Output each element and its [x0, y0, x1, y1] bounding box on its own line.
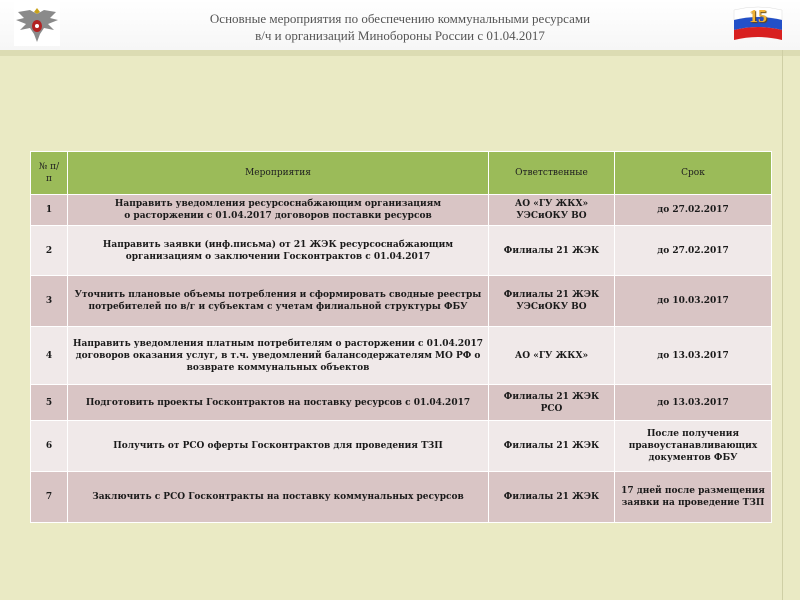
row-deadline: до 10.03.2017 — [615, 276, 772, 327]
row-number: 6 — [31, 421, 68, 472]
row-responsible: АО «ГУ ЖКХ» — [489, 327, 615, 385]
row-action: Направить заявки (инф.письма) от 21 ЖЭК ресурсоснабжающим организациям о заключении Госконтрактов с 01.04.2017 — [68, 226, 489, 276]
row-action: Уточнить плановые объемы потребления и сформировать сводные реестры потребителей по в/г и субъектам с учетам филиальной структуры ФБУ — [68, 276, 489, 327]
title-line-2: в/ч и организаций Минобороны России с 01.04.2017 — [255, 28, 545, 43]
row-deadline: После получения правоустанавливающих документов ФБУ — [615, 421, 772, 472]
row-deadline: до 13.03.2017 — [615, 385, 772, 421]
table-row — [31, 276, 772, 327]
row-number: 2 — [31, 226, 68, 276]
row-action: Подготовить проекты Госконтрактов на поставку ресурсов с 01.04.2017 — [68, 385, 489, 421]
table-row — [31, 195, 772, 226]
table-row — [31, 226, 772, 276]
row-action: Направить уведомления платным потребителям о расторжении с 01.04.2017 договоров оказания услуг, в т.ч. уведомлений балансодержателям МО РФ о возврате коммунальных объектов — [68, 327, 489, 385]
table-header-row — [31, 152, 772, 195]
header-responsible: Ответственные — [489, 152, 615, 195]
double-headed-eagle-icon — [14, 2, 60, 46]
row-number: 1 — [31, 195, 68, 226]
row-responsible: Филиалы 21 ЖЭК РСО — [489, 385, 615, 421]
row-number: 5 — [31, 385, 68, 421]
row-responsible: Филиалы 21 ЖЭК — [489, 226, 615, 276]
row-responsible: АО «ГУ ЖКХ» УЭСиОКУ ВО — [489, 195, 615, 226]
row-deadline: 17 дней после размещения заявки на проведение ТЗП — [615, 472, 772, 523]
table-row — [31, 385, 772, 421]
slide-header — [0, 0, 800, 50]
row-action: Направить уведомления ресурсоснабжающим организациям о расторжении с 01.04.2017 договоров поставки ресурсов — [68, 195, 489, 226]
row-deadline: до 27.02.2017 — [615, 195, 772, 226]
row-responsible: Филиалы 21 ЖЭК УЭСиОКУ ВО — [489, 276, 615, 327]
header-number: № п/п — [31, 152, 68, 195]
row-number: 7 — [31, 472, 68, 523]
table-row — [31, 327, 772, 385]
title-line-1: Основные мероприятия по обеспечению коммунальными ресурсами — [209, 11, 591, 26]
table-row — [31, 472, 772, 523]
measures-table — [30, 151, 772, 523]
row-deadline: до 13.03.2017 — [615, 327, 772, 385]
header-deadline: Срок — [615, 152, 772, 195]
table-row — [31, 421, 772, 472]
header-divider — [0, 50, 800, 56]
page-number: 15 — [749, 6, 767, 26]
row-responsible: Филиалы 21 ЖЭК — [489, 421, 615, 472]
row-action: Заключить с РСО Госконтракты на поставку коммунальных ресурсов — [68, 472, 489, 523]
right-rule — [782, 50, 783, 600]
row-number: 3 — [31, 276, 68, 327]
row-deadline: до 27.02.2017 — [615, 226, 772, 276]
row-responsible: Филиалы 21 ЖЭК — [489, 472, 615, 523]
row-number: 4 — [31, 327, 68, 385]
row-action: Получить от РСО оферты Госконтрактов для проведения ТЗП — [68, 421, 489, 472]
header-actions: Мероприятия — [68, 152, 489, 195]
slide-title — [120, 10, 680, 44]
